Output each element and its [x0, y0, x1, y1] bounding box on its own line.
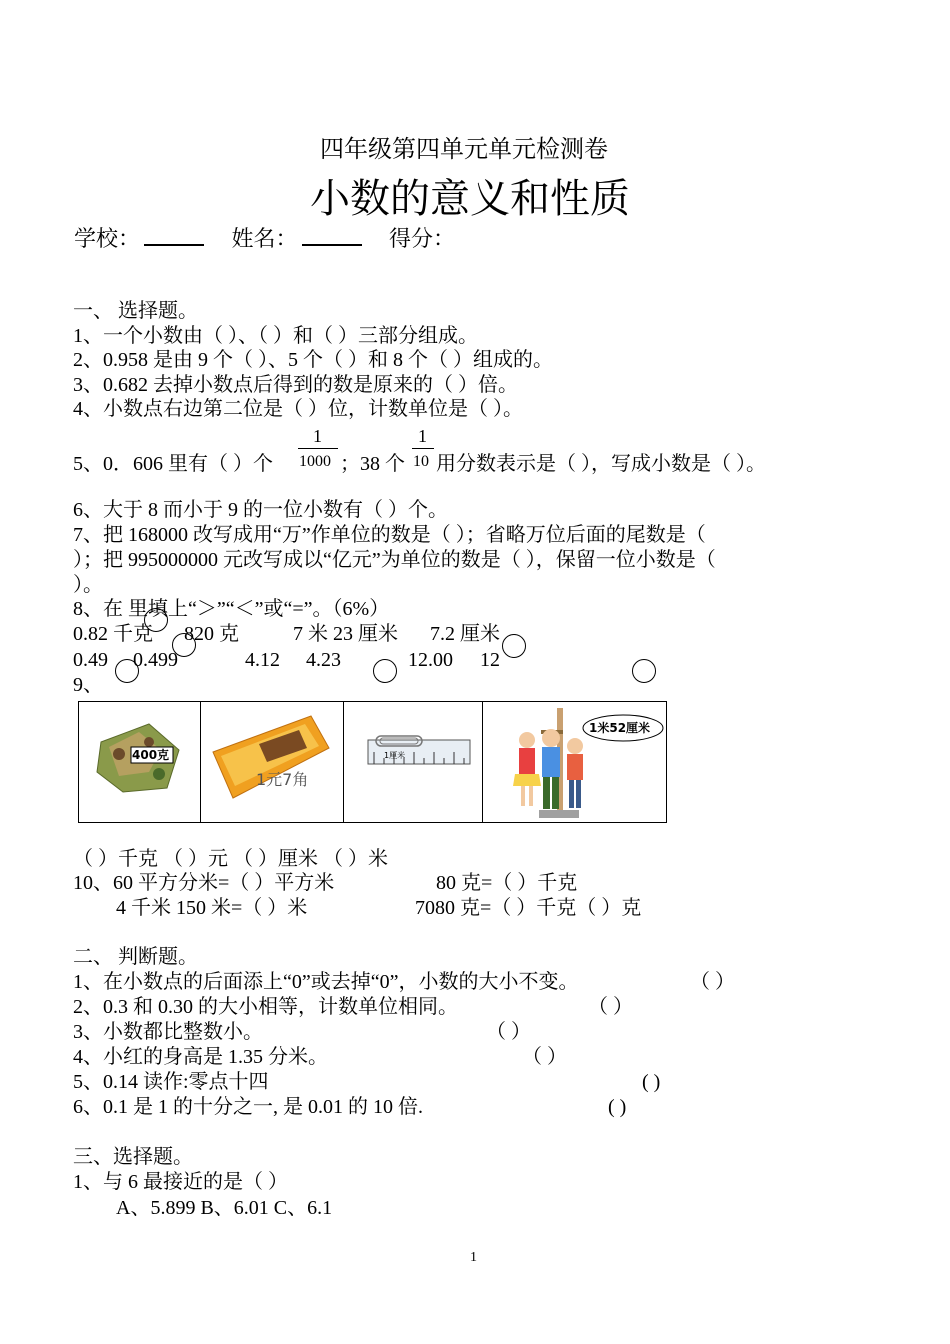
s1-question-3: 3、0.682 去掉小数点后得到的数是原来的（ ）倍。	[73, 374, 518, 396]
s1-question-4: 4、小数点右边第二位是（ ）位，计数单位是（ ）。	[73, 398, 523, 420]
fraction1-numerator: 1	[313, 426, 322, 446]
judge-item: 5、0.14 读作:零点十四	[73, 1071, 269, 1093]
q10-line1-a: 10、60 平方分米=（ ）平方米	[73, 872, 335, 894]
exam-title: 小数的意义和性质	[310, 176, 630, 221]
name-label: 姓名：	[231, 226, 298, 251]
student-info-row	[74, 226, 455, 252]
s1-question-7-line2: ）；把 995000000 元改写成以“亿元”为单位的数是（ ），保留一位小数是（	[73, 549, 716, 571]
s3-question-1: 1、与 6 最接近的是（ ）	[73, 1171, 288, 1193]
snack-bar-icon	[201, 702, 344, 822]
page-number: 1	[470, 1250, 477, 1265]
s1-question-5-part2: ；38 个	[340, 453, 405, 475]
score-label: 得分：	[389, 226, 456, 251]
q9-cell-height	[483, 702, 666, 822]
s1-question-9-label: 9、	[73, 674, 103, 696]
section3-heading: 三、选择题。	[73, 1146, 193, 1168]
school-label: 学校：	[74, 226, 141, 251]
judge-paren[interactable]: （ ）	[522, 1046, 567, 1068]
q10-line1-b: 80 克=（ ）千克	[436, 872, 578, 894]
s1-question-1: 1、一个小数由（ ）、（ ）和（ ）三部分组成。	[73, 325, 478, 347]
compare-circle[interactable]	[373, 659, 397, 683]
s1-question-5-part3: 用分数表示是（ ），写成小数是（ ）。	[436, 453, 766, 475]
compare-circle[interactable]	[502, 634, 526, 658]
ruler-paperclip-icon	[344, 702, 483, 822]
compare-circle[interactable]	[144, 608, 168, 632]
judge-item: 1、在小数点的后面添上“0”或去掉“0”，小数的大小不变。	[73, 971, 579, 993]
q9-cell-snack	[201, 702, 344, 822]
snack-price-label: 1元7角	[256, 770, 309, 789]
q8-r1-right-2: 7.2 厘米	[430, 623, 500, 645]
s1-question-8-heading: 8、在 里填上“＞”“＜”或“=”。（6%）	[73, 598, 390, 620]
q8-r1-right-1: 820 克	[184, 623, 239, 645]
judge-paren[interactable]: （ ）	[690, 971, 735, 993]
q8-r1-left-1: 0.82 千克	[73, 623, 153, 645]
fraction1-denominator: 1000	[299, 453, 331, 470]
q9-answer-row: （ ）千克 （ ）元 （ ）厘米 （ ）米	[73, 848, 388, 870]
compare-circle[interactable]	[115, 659, 139, 683]
fraction1-bar	[298, 448, 338, 449]
q8-r2-right-2: 4.23	[306, 649, 341, 671]
fraction2-denominator: 10	[413, 453, 429, 470]
name-blank[interactable]	[302, 226, 362, 246]
q8-r2-left-1: 0.49	[73, 649, 108, 671]
exam-subtitle: 四年级第四单元单元检测卷	[320, 137, 608, 163]
compare-circle[interactable]	[172, 633, 196, 657]
s1-question-5-part1: 5、0．606 里有（ ）个	[73, 453, 273, 475]
q10-line2-b: 7080 克=（ ）千克（ ）克	[415, 897, 642, 919]
candy-bag-icon	[79, 702, 201, 822]
s1-question-7-line3: ）。	[73, 574, 103, 596]
q9-cell-ruler	[344, 702, 483, 822]
ruler-unit-label: 1厘米	[384, 751, 406, 760]
judge-item: 4、小红的身高是 1.35 分米。	[73, 1046, 328, 1068]
judge-paren[interactable]: ( )	[642, 1071, 661, 1093]
fraction2-numerator: 1	[418, 426, 427, 446]
q8-r2-right-1: 0.499	[133, 649, 178, 671]
judge-item: 3、小数都比整数小。	[73, 1021, 263, 1043]
q8-r2-left-3: 12.00	[408, 649, 453, 671]
q8-r2-left-2: 4.12	[245, 649, 280, 671]
q9-picture-table	[78, 701, 667, 823]
judge-paren[interactable]: （ ）	[588, 996, 633, 1018]
s3-question-1-options: A、5.899 B、6.01 C、6.1	[116, 1197, 333, 1219]
judge-paren[interactable]: （ ）	[486, 1021, 531, 1043]
q10-line2-a: 4 千米 150 米=（ ）米	[116, 897, 308, 919]
bag-weight-label: 400克	[132, 748, 170, 762]
judge-paren[interactable]: ( )	[608, 1096, 627, 1118]
children-measuring-icon	[483, 702, 666, 822]
fraction2-bar	[412, 448, 434, 449]
compare-circle[interactable]	[632, 659, 656, 683]
q8-r2-right-3: 12	[480, 649, 500, 671]
q9-cell-bag	[79, 702, 201, 822]
section2-heading: 二、 判断题。	[73, 946, 198, 968]
s1-question-7-line1: 7、把 168000 改写成用“万”作单位的数是（ ）；省略万位后面的尾数是（	[73, 524, 706, 546]
s1-question-6: 6、大于 8 而小于 9 的一位小数有（ ）个。	[73, 499, 448, 521]
judge-item: 2、0.3 和 0.30 的大小相等，计数单位相同。	[73, 996, 458, 1018]
school-blank[interactable]	[144, 226, 204, 246]
section1-heading: 一、 选择题。	[73, 300, 198, 322]
judge-item: 6、0.1 是 1 的十分之一, 是 0.01 的 10 倍.	[73, 1096, 423, 1118]
q8-r1-left-2: 7 米 23 厘米	[293, 623, 398, 645]
s1-question-2: 2、0.958 是由 9 个（ ）、5 个（ ）和 8 个（ ）组成的。	[73, 349, 553, 371]
height-speech-label: 1米52厘米	[589, 721, 651, 735]
